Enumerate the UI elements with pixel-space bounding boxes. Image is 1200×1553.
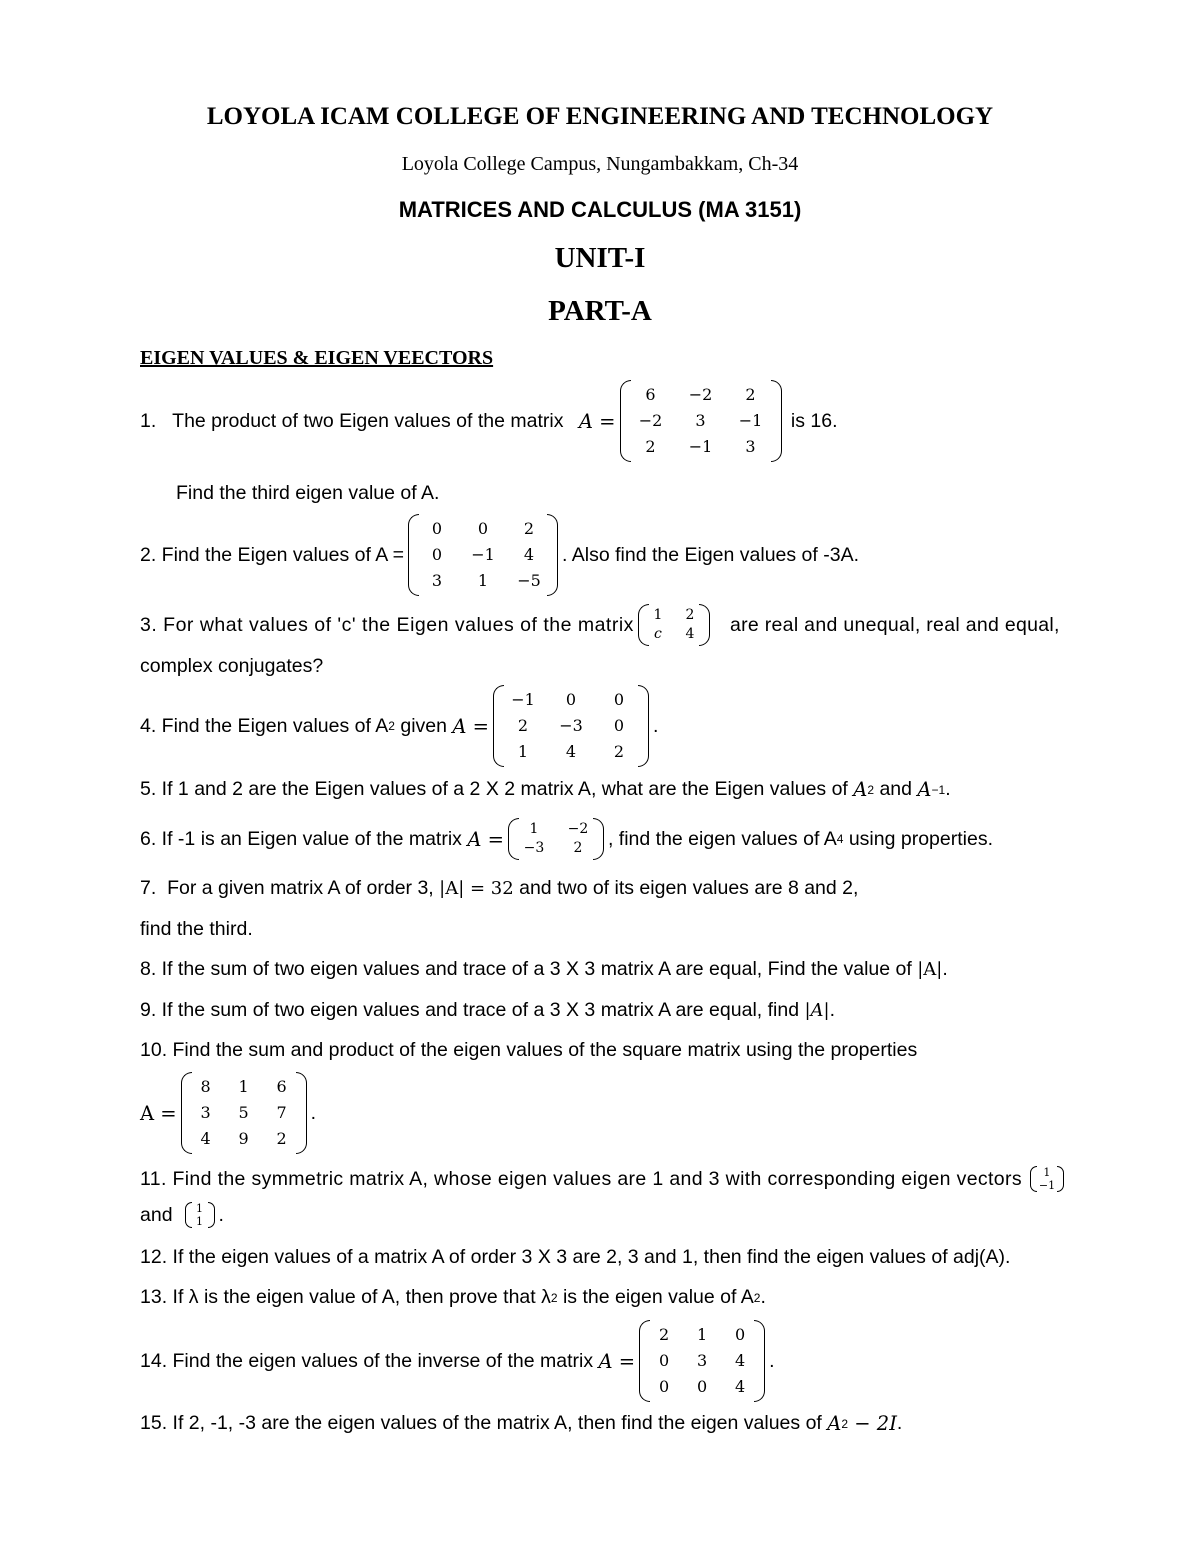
q15-expr: A bbox=[827, 1412, 842, 1435]
q14-matrix: 2 1 0 0 3 4 0 0 4 bbox=[639, 1320, 765, 1402]
q8-expr: |A| bbox=[917, 959, 943, 980]
q4-lhs: A = bbox=[452, 714, 490, 738]
q14-lhs: A = bbox=[598, 1349, 636, 1373]
q6-text-mid: , find the eigen values of A bbox=[607, 827, 837, 850]
q1-text: 1. The product of two Eigen values of the matrix bbox=[140, 409, 569, 432]
q10-matrix: 8 1 6 3 5 7 4 9 2 bbox=[181, 1072, 307, 1154]
q11-text: 11. Find the symmetric matrix A, whose eigen values are 1 and 3 with corresponding eigen vectors bbox=[140, 1167, 1022, 1190]
section-heading: EIGEN VALUES & EIGEN VEECTORS bbox=[140, 347, 494, 369]
college-name: LOYOLA ICAM COLLEGE OF ENGINEERING AND TECHNOLOGY bbox=[206, 103, 994, 130]
q2-text-end: . Also find the Eigen values of -3A. bbox=[561, 543, 859, 566]
question-13: 13. If λ is the eigen value of A, then prove that λ 2 is the eigen value of A 2 . bbox=[140, 1286, 766, 1308]
question-1 bbox=[140, 383, 838, 459]
question-14: 14. Find the eigen values of the inverse of the matrix A = 2 1 0 0 3 4 0 0 4 . bbox=[140, 1324, 775, 1398]
q4-text: 4. Find the Eigen values of A bbox=[140, 714, 389, 737]
q10-matrix-line: A = 8 1 6 3 5 7 4 9 2 . bbox=[140, 1076, 316, 1150]
q4-given: given bbox=[394, 714, 453, 737]
q5-a2: A bbox=[853, 778, 868, 801]
q4-matrix: −1 0 0 2 −3 0 1 4 2 bbox=[493, 685, 649, 767]
q2-text: 2. Find the Eigen values of A = bbox=[140, 543, 404, 566]
q6-text-end: using properties. bbox=[843, 827, 993, 850]
q11-and: and bbox=[140, 1203, 173, 1226]
question-3 bbox=[140, 602, 1060, 648]
q7-line2: find the third. bbox=[140, 918, 253, 940]
q5-and: and bbox=[874, 778, 918, 800]
q3-text: 3. For what values of 'c' the Eigen values of the matrix bbox=[140, 613, 634, 636]
q1-lhs: A = bbox=[578, 409, 616, 433]
q13-text-mid: is the eigen value of A bbox=[557, 1286, 754, 1308]
q6-matrix: 1 −2 −3 2 bbox=[508, 818, 604, 860]
question-10: 10. Find the sum and product of the eigen values of the square matrix using the properties bbox=[140, 1039, 918, 1061]
question-6: 6. If -1 is an Eigen value of the matrix A = 1 −2 −3 2 , find the eigen values of A 4 using properties. bbox=[140, 816, 993, 862]
q3-matrix: 1 2 c 4 bbox=[638, 604, 710, 646]
question-7 bbox=[140, 877, 858, 900]
q1-line2: Find the third eigen value of A. bbox=[176, 482, 440, 504]
question-4: 4. Find the Eigen values of A 2 given A = −1 0 0 2 −3 0 1 4 2 . bbox=[140, 689, 658, 763]
q6-text: 6. If -1 is an Eigen value of the matrix bbox=[140, 827, 468, 850]
q9-expr: |A| bbox=[804, 1000, 830, 1021]
question-11 bbox=[140, 1162, 1068, 1196]
q7-text: 7. For a given matrix A of order 3, bbox=[140, 877, 440, 899]
q11-vector-2: 1 1 bbox=[185, 1202, 215, 1228]
question-2 bbox=[140, 518, 859, 592]
q9-text: 9. If the sum of two eigen values and trace of a 3 X 3 matrix A are equal, find bbox=[140, 999, 805, 1021]
q13-text: 13. If λ is the eigen value of A, then prove that λ bbox=[140, 1286, 551, 1308]
q14-text: 14. Find the eigen values of the inverse of the matrix bbox=[140, 1349, 599, 1372]
q1-text-end: is 16. bbox=[785, 409, 838, 432]
question-9: 9. If the sum of two eigen values and trace of a 3 X 3 matrix A are equal, find |A| . bbox=[140, 999, 836, 1021]
q15-expr-tail: − 2I bbox=[848, 1412, 897, 1435]
q1-matrix: 6 −2 2 −2 3 −1 2 −1 3 bbox=[620, 380, 782, 462]
q3-line2: complex conjugates? bbox=[140, 655, 324, 677]
question-5: 5. If 1 and 2 are the Eigen values of a 2 X 2 matrix A, what are the Eigen values of A 2 and A −1 . bbox=[140, 778, 951, 801]
question-8: 8. If the sum of two eigen values and trace of a 3 X 3 matrix A are equal, Find the value of |A| . bbox=[140, 958, 948, 980]
question-12: 12. If the eigen values of a matrix A of order 3 X 3 are 2, 3 and 1, then find the eigen values of adj(A). bbox=[140, 1246, 1011, 1268]
q15-text: 15. If 2, -1, -3 are the eigen values of the matrix A, then find the eigen values of bbox=[140, 1412, 828, 1434]
unit-title: UNIT-I bbox=[554, 242, 646, 274]
q7-text-end: and two of its eigen values are 8 and 2, bbox=[513, 877, 859, 899]
question-15: 15. If 2, -1, -3 are the eigen values of the matrix A, then find the eigen values of A 2 − 2I . bbox=[140, 1412, 903, 1435]
q2-matrix: 0 0 2 0 −1 4 3 1 −5 bbox=[408, 514, 558, 596]
q4-text-end: . bbox=[653, 714, 659, 737]
college-address: Loyola College Campus, Nungambakkam, Ch-34 bbox=[401, 153, 799, 175]
q7-expr: |A| = 32 bbox=[439, 878, 514, 899]
q10-lhs: A = bbox=[140, 1101, 177, 1125]
part-title: PART-A bbox=[548, 295, 652, 327]
q5-ainv: A bbox=[917, 778, 932, 801]
q3-text-end: are real and unequal, real and equal, bbox=[729, 613, 1060, 636]
q5-text: 5. If 1 and 2 are the Eigen values of a 2 X 2 matrix A, what are the Eigen values of bbox=[140, 778, 854, 800]
course-title: MATRICES AND CALCULUS (MA 3151) bbox=[398, 197, 802, 222]
q8-text: 8. If the sum of two eigen values and trace of a 3 X 3 matrix A are equal, Find the value of bbox=[140, 958, 918, 980]
q11-line2: and 1 1 . bbox=[140, 1202, 224, 1228]
q6-lhs: A = bbox=[467, 827, 504, 851]
q11-vector-1: 1 −1 bbox=[1030, 1166, 1064, 1192]
